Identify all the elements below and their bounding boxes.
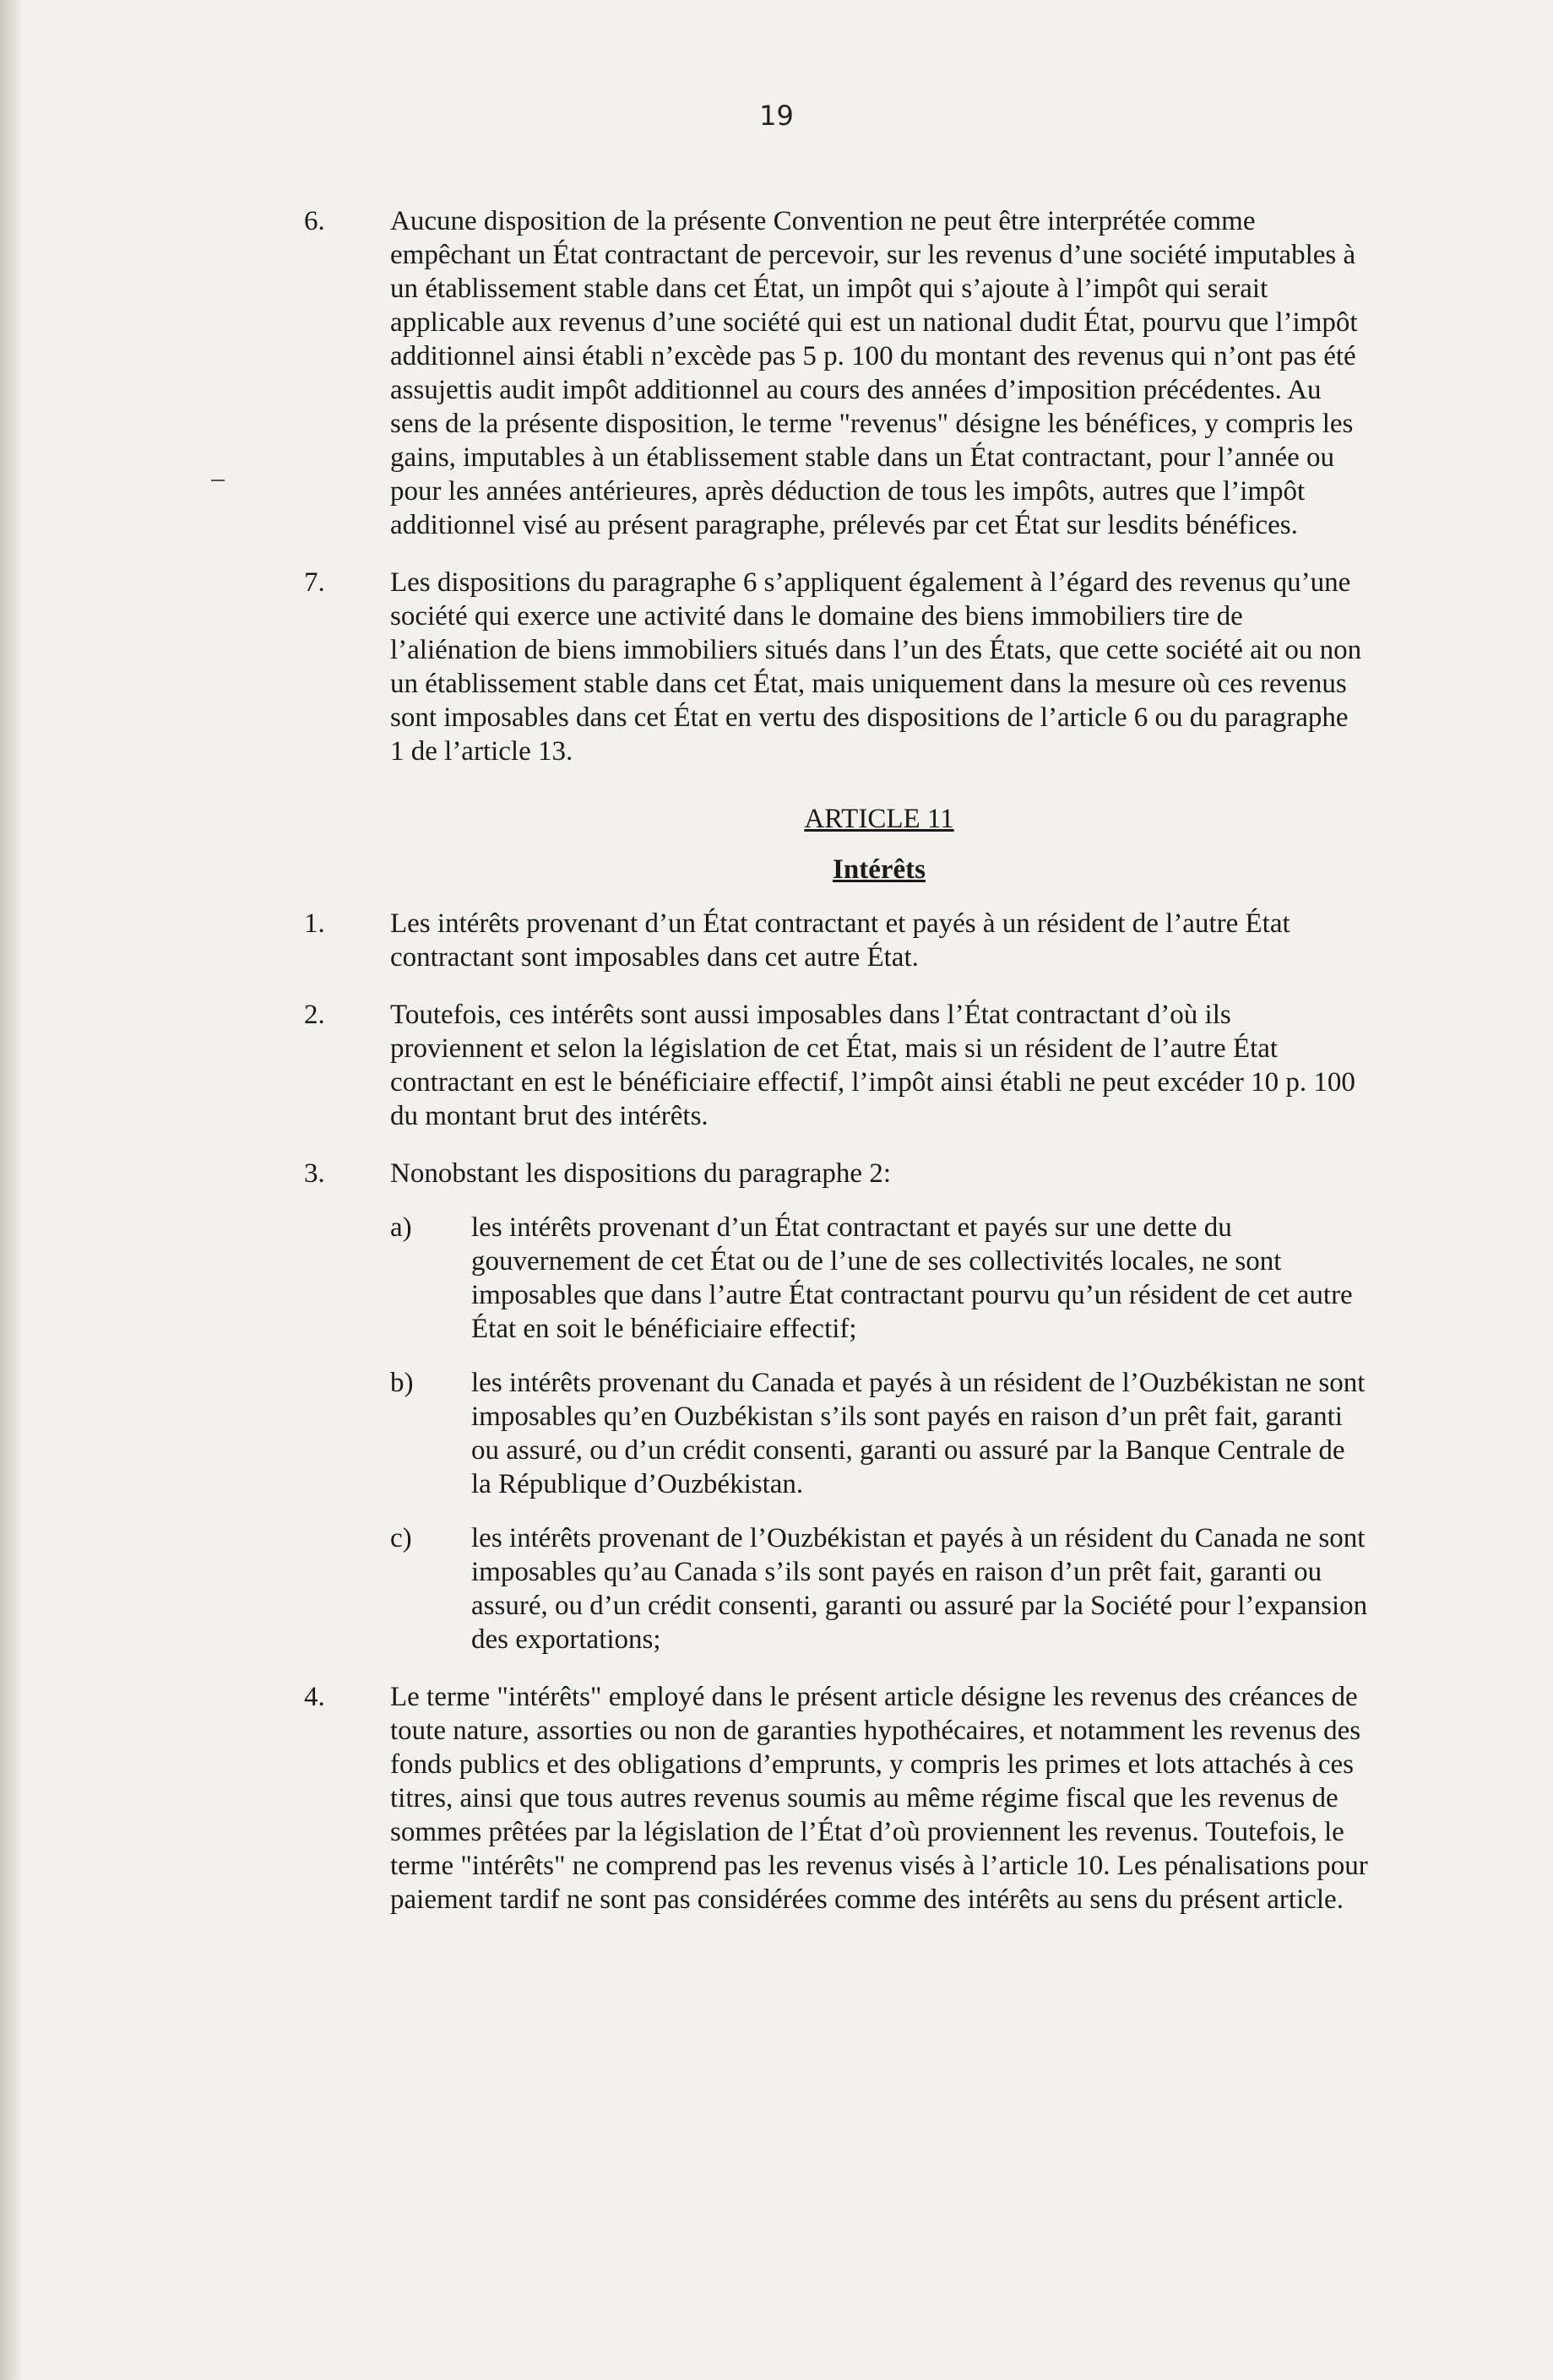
article-title: ARTICLE 11 (804, 804, 954, 834)
article-paragraph-4 (304, 1680, 1368, 1916)
paragraph-text: Nonobstant les dispositions du paragraphe 2: (390, 1158, 892, 1189)
subparagraph-c (390, 1521, 1368, 1656)
paragraph-text: Aucune disposition de la présente Convention ne peut être interprétée comme empêchant un État contractant de percevoir, sur les revenus d’une société imputables à un établissement stable dans cet État, un impôt qui s’ajoute à l’impôt qui serait applicable aux revenus d’une société qui est un national dudit État, pourvu que l’impôt additionnel ainsi établi n’excède pas 5 p. 100 du montant des revenus qui n’ont pas été assujettis audit impôt additionnel au cours des années d’imposition précédentes. Au sens de la présente disposition, le terme "revenus" désigne les bénéfices, y compris les gains, imputables à un établissement stable dans un État contractant, pour l’année ou pour les années antérieures, après déduction de tous les impôts, autres que l’impôt additionnel visé au présent paragraphe, prélevés par cet État sur lesdits bénéfices. (390, 206, 1358, 540)
subparagraph-letter: b) (390, 1368, 414, 1398)
paragraph-number: 7. (304, 567, 325, 598)
document-body (304, 204, 1368, 1940)
paragraph-7 (304, 566, 1368, 768)
article-paragraph-1 (304, 907, 1368, 974)
subparagraph-text: les intérêts provenant du Canada et payés à un résident de l’Ouzbékistan ne sont imposables qu’en Ouzbékistan s’ils sont payés en raison d’un prêt fait, garanti ou assuré, ou d’un crédit consenti, garanti ou assuré par la Banque Centrale de la République d’Ouzbékistan. (471, 1368, 1366, 1499)
paragraph-6 (304, 204, 1368, 542)
paragraph-text: Les intérêts provenant d’un État contractant et payés à un résident de l’autre État contractant sont imposables dans cet autre État. (390, 908, 1290, 973)
subparagraph-b (390, 1366, 1368, 1501)
subparagraph-text: les intérêts provenant d’un État contractant et payés sur une dette du gouvernement de cet État ou de l’une de ses collectivités locales, ne sont imposables que dans l’autre État contractant pourvu qu’un résident de cet autre État en soit le bénéficiaire effectif; (471, 1212, 1353, 1344)
paragraph-text: Les dispositions du paragraphe 6 s’appliquent également à l’égard des revenus qu’une société qui exerce une activité dans le domaine des biens immobiliers tire de l’aliénation de biens immobiliers situés dans l’un des États, que cette société ait ou non un établissement stable dans cet État, mais uniquement dans la mesure où ces revenus sont imposables dans cet État en vertu des dispositions de l’article 6 ou du paragraphe 1 de l’article 13. (390, 567, 1362, 767)
subparagraph-letter: c) (390, 1523, 412, 1553)
margin-mark (211, 480, 225, 481)
subparagraph-a (390, 1211, 1368, 1346)
page-binding-edge (0, 0, 24, 2380)
article-paragraph-3 (304, 1157, 1368, 1656)
page-number: 19 (759, 100, 794, 132)
paragraph-number: 2. (304, 1000, 325, 1030)
paragraph-number: 1. (304, 908, 325, 939)
subparagraph-text: les intérêts provenant de l’Ouzbékistan et payés à un résident du Canada ne sont imposables qu’au Canada s’ils sont payés en raison d’un prêt fait, garanti ou assuré, ou d’un crédit consenti, garanti ou assuré par la Société pour l’expansion des exportations; (471, 1523, 1368, 1655)
paragraph-number: 4. (304, 1682, 325, 1712)
paragraph-text: Toutefois, ces intérêts sont aussi imposables dans l’État contractant d’où ils proviennent et selon la législation de cet État, mais si un résident de l’autre État contractant en est le bénéficiaire effectif, l’impôt ainsi établi ne peut excéder 10 p. 100 du montant brut des intérêts. (390, 1000, 1355, 1131)
paragraph-number: 6. (304, 206, 325, 236)
subparagraph-letter: a) (390, 1212, 412, 1243)
paragraph-number: 3. (304, 1158, 325, 1189)
article-paragraph-2 (304, 998, 1368, 1133)
article-subtitle: Intérêts (833, 854, 926, 885)
paragraph-text: Le terme "intérêts" employé dans le présent article désigne les revenus des créances de toute nature, assorties ou non de garanties hypothécaires, et notamment les revenus des fonds publics et des obligations d’emprunts, y compris les primes et lots attachés à ces titres, ainsi que tous autres revenus soumis au même régime fiscal que les revenus de sommes prêtées par la législation de l’État d’où proviennent les revenus. Toutefois, le terme "intérêts" ne comprend pas les revenus visés à l’article 10. Les pénalisations pour paiement tardif ne sont pas considérées comme des intérêts au sens du présent article. (390, 1682, 1368, 1915)
